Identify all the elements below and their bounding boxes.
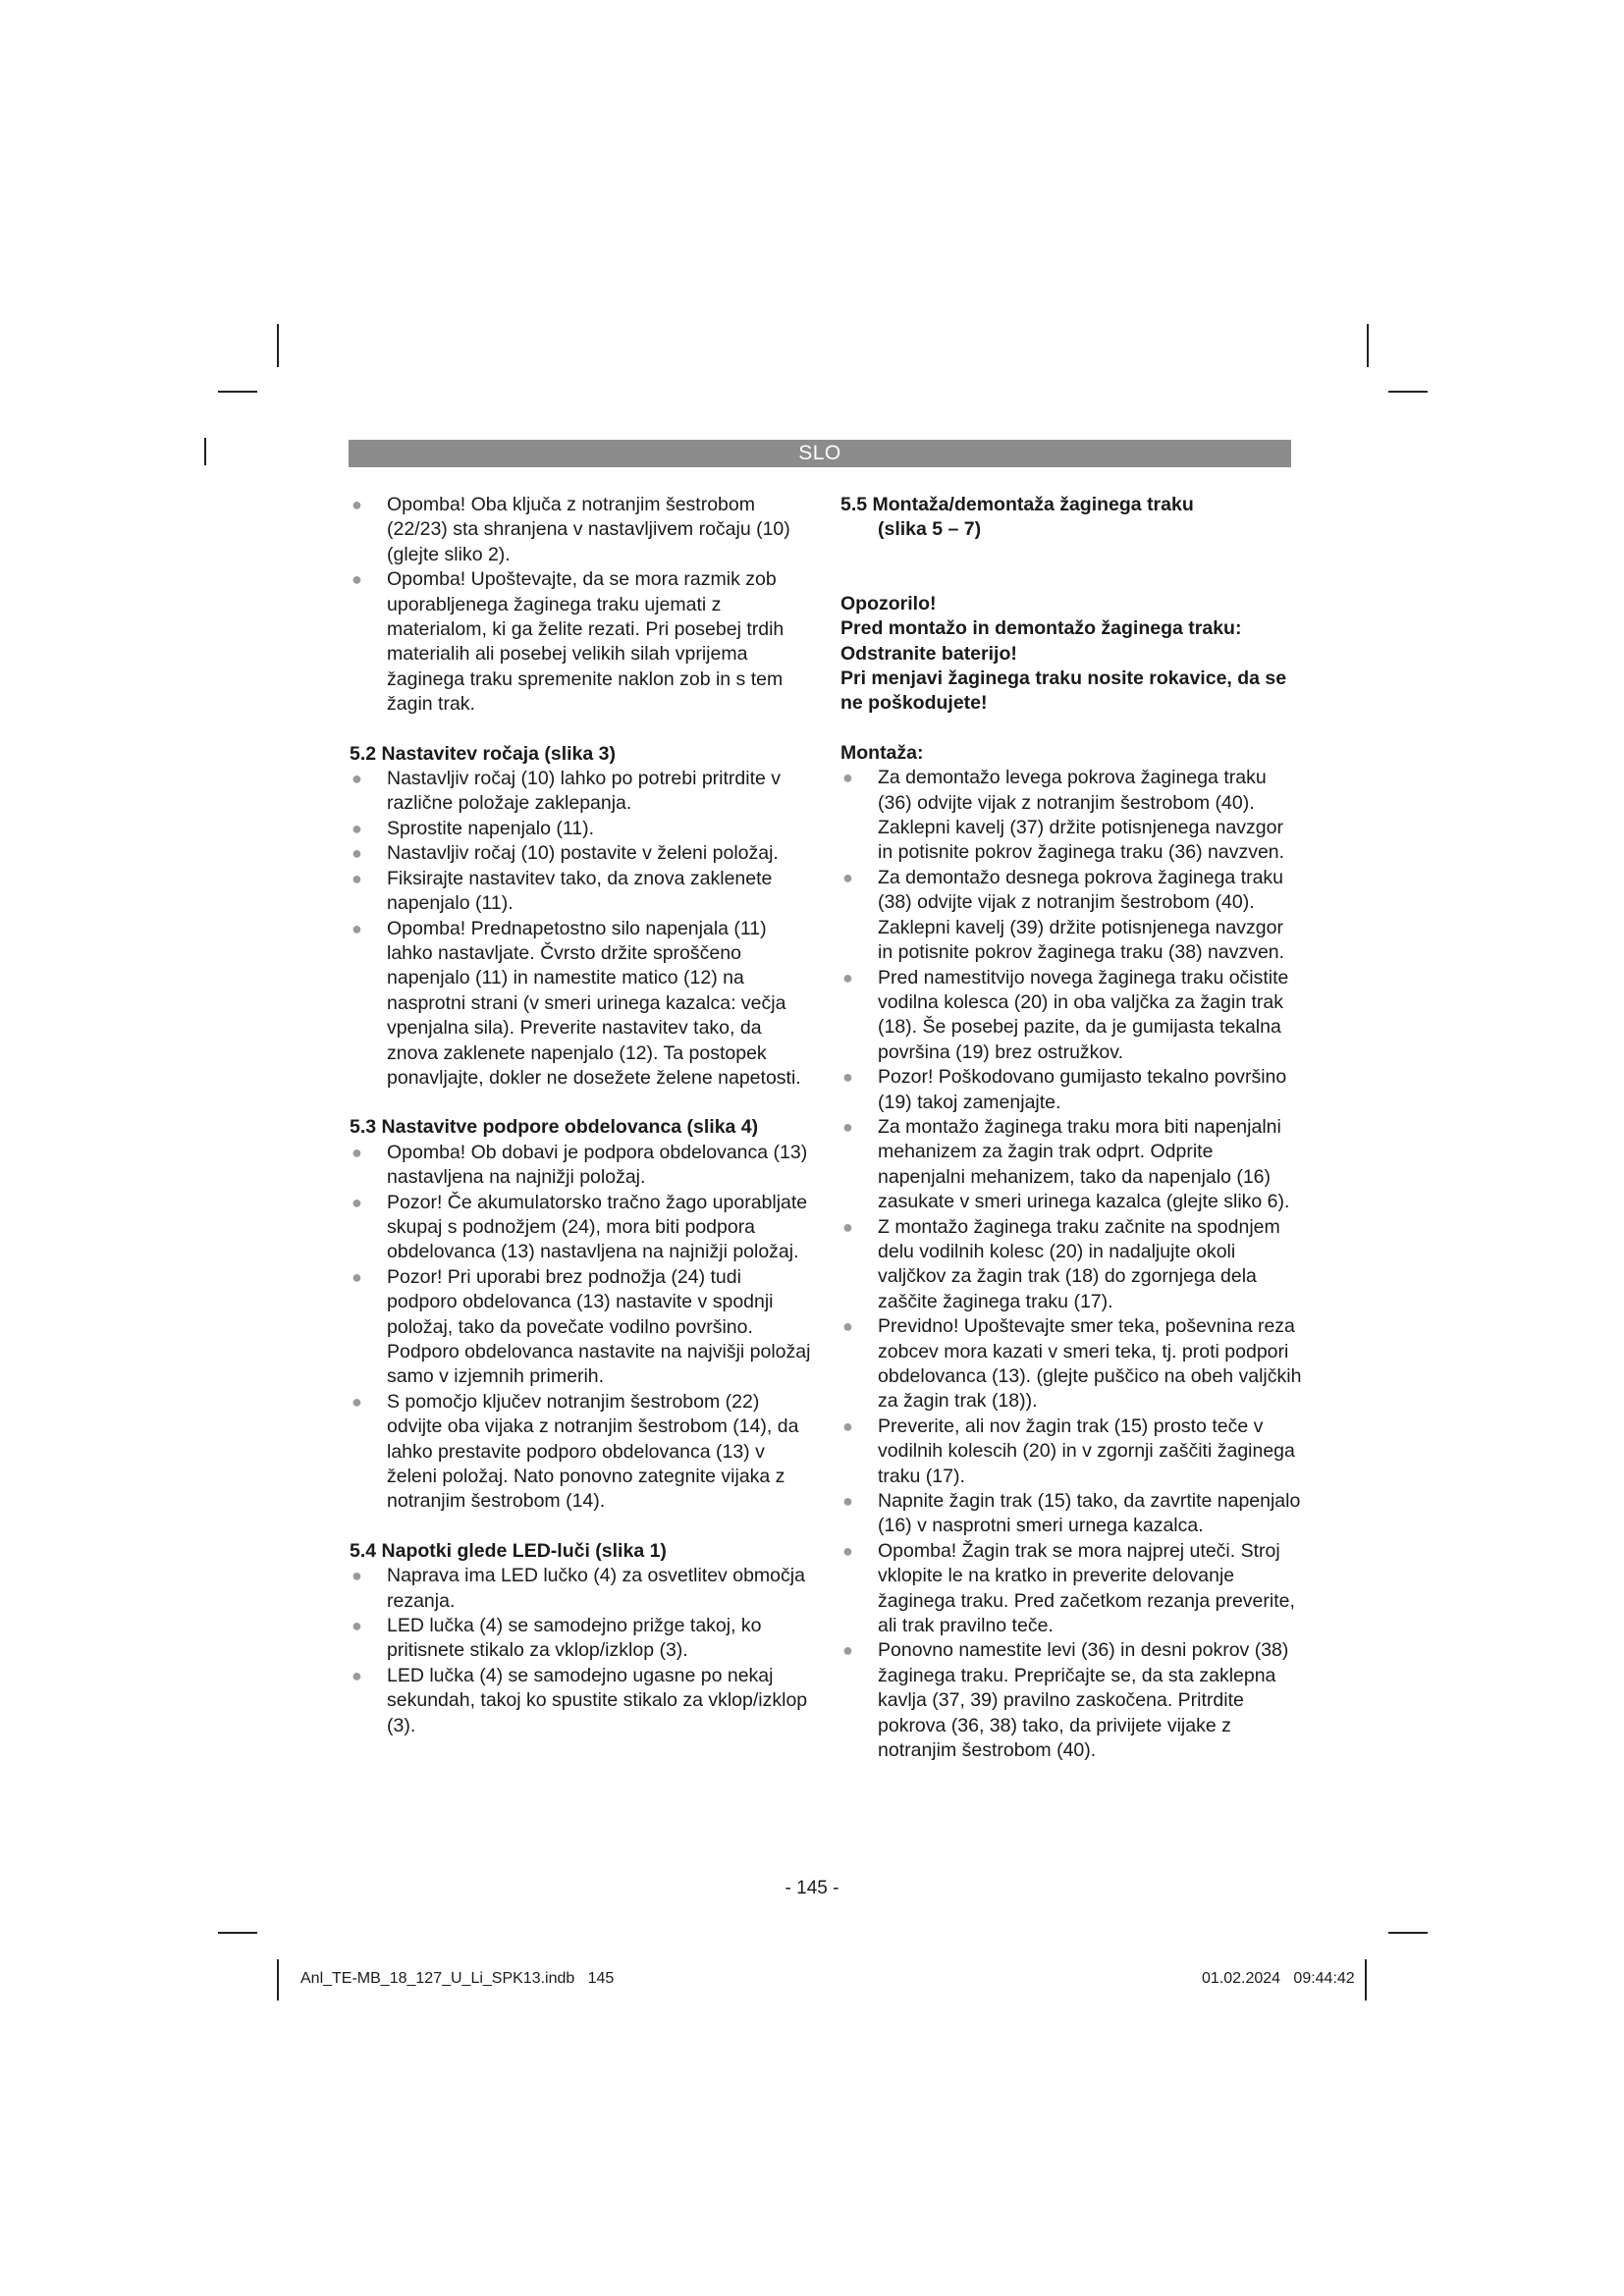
footer-date-time: 01.02.2024 09:44:42 — [1202, 1970, 1355, 1987]
warning-line: Pri menjavi žaginega traku nosite rokavice, da se ne poškodujete! — [840, 667, 1287, 715]
list-item: ● S pomočjo ključev notranjim šestrobom (22) odvijte oba vijaka z notranjim šestrobom (14), da lahko prestavite podporo obdelovanca (13) v želeni položaj. Nato ponovno zategnite vijaka z notranjim šestrobom (14). — [352, 1390, 799, 1513]
bullet-icon: ● — [352, 918, 362, 938]
bullet-icon: ● — [352, 1142, 362, 1162]
assembly-list — [840, 766, 1302, 1763]
crop-mark-bottom-right-vertical — [1365, 1959, 1367, 2001]
section-5-2-list — [350, 767, 811, 1091]
list-item: ● Opomba! Ob dobavi je podpora obdelovanca (13) nastavljena na najnižji položaj. — [352, 1141, 808, 1189]
list-item: ● Opomba! Prednapetostno silo napenjala (11) lahko nastavljate. Čvrsto držite sproščeno napenjalo (11) in namestite matico (12) na nasprotni strani (v smeri urinega kazalca: večja vpenjalna sila). Preverite nastavitev tako, da znova zaklenete napenjalo (12). Ta postopek ponavljajte, dokler ne dosežete želene napetosti. — [352, 917, 801, 1089]
list-item: ● Nastavljiv ročaj (10) postavite v želeni položaj. — [350, 841, 811, 866]
intro-list — [350, 493, 811, 718]
list-item: ● Opomba! Oba ključa z notranjim šestrobom (22/23) sta shranjena v nastavljivem ročaju (10) (glejte sliko 2). — [352, 494, 790, 565]
list-item: ● Pozor! Poškodovano gumijasto tekalno površino (19) takoj zamenjajte. — [842, 1066, 1287, 1113]
bullet-icon: ● — [352, 1665, 362, 1685]
bullet-icon: ● — [842, 1640, 853, 1661]
list-item: ● Pozor! Če akumulatorsko tračno žago uporabljate skupaj s podnožjem (24), mora biti podpora obdelovanca (13) nastavljena na najnižji položaj. — [352, 1191, 808, 1263]
crop-mark-top-left-vertical — [277, 324, 279, 367]
bullet-icon: ● — [842, 1316, 853, 1337]
crop-mark-bottom-right-horizontal — [1388, 1932, 1428, 1934]
list-item: ● LED lučka (4) se samodejno prižge takoj, ko pritisnete stikalo za vklop/izklop (3). — [352, 1615, 762, 1662]
list-item: ● Opomba! Žagin trak se mora najprej uteči. Stroj vklopite le na kratko in preverite delovanje žaginega traku. Pred začetkom rezanja preverite, ali trak pravilno teče. — [842, 1539, 1295, 1637]
bullet-icon: ● — [842, 1540, 853, 1561]
section-5-3-list — [350, 1141, 811, 1515]
list-item: ● Fiksirajte nastavitev tako, da znova zaklenete napenjalo (11). — [352, 867, 773, 915]
bullet-icon: ● — [352, 569, 362, 590]
bullet-icon: ● — [352, 1391, 362, 1412]
list-item: ● Napnite žagin trak (15) tako, da zavrtite napenjalo (16) v nasprotni smeri urnega kazalca. — [842, 1490, 1301, 1537]
list-item: ● Naprava ima LED lučko (4) za osvetlitev območja rezanja. — [352, 1565, 805, 1612]
list-item: ● Opomba! Upoštevajte, da se mora razmik zob uporabljenega žaginega traku ujemati z materialom, ki ga želite rezati. Pri posebej trdih materialih ali posebej velikih silah vprijema žaginega traku spremenite naklon zob in s tem žagin trak. — [352, 568, 785, 716]
list-item: ● Previdno! Upoštevajte smer teka, poševnina reza zobcev mora kazati v smeri teka, tj. proti podpori obdelovanca (13). (glejte puščico na obeh valjčkih za žagin trak (18)). — [842, 1315, 1302, 1413]
list-item: ● Za montažo žaginega traku mora biti napenjalni mehanizem za žagin trak odprt. Odprite napenjalni mehanizem, tako da napenjalo (16) zasukate v smeri urinega kazalca (glejte sliko 6). — [842, 1115, 1290, 1213]
bullet-icon: ● — [352, 1266, 362, 1287]
bullet-icon: ● — [352, 495, 362, 514]
bullet-icon: ● — [352, 769, 362, 789]
right-column — [840, 493, 1302, 1764]
footer-file-info: Anl_TE-MB_18_127_U_Li_SPK13.indb 145 — [300, 1970, 615, 1987]
bullet-icon: ● — [842, 967, 853, 988]
crop-mark-bottom-left-vertical — [277, 1959, 279, 2001]
list-item: ● Nastavljiv ročaj (10) lahko po potrebi pritrdite v različne položaje zaklepanja. — [352, 768, 782, 815]
warning-line: Pred montažo in demontažo žaginega traku: — [840, 617, 1242, 640]
warning-heading: Opozorilo! — [840, 592, 937, 614]
language-header-bar — [349, 440, 1291, 467]
list-item: ● Sprostite napenjalo (11). — [350, 817, 811, 841]
section-5-5-title: 5.5 Montaža/demontaža žaginega traku — [840, 494, 1194, 515]
bullet-icon: ● — [352, 818, 362, 838]
bullet-icon: ● — [352, 1192, 362, 1212]
crop-mark-top-left-short — [204, 438, 206, 465]
bullet-icon: ● — [842, 1116, 853, 1137]
bullet-icon: ● — [842, 1216, 853, 1237]
section-5-4-list — [350, 1564, 811, 1738]
bullet-icon: ● — [352, 1566, 362, 1586]
list-item: ● Pozor! Pri uporabi brez podnožja (24) tudi podporo obdelovanca (13) nastavite v spodnji položaj, tako da povečate vodilno površino. Podporo obdelovanca nastavite na najvišji položaj samo v izjemnih primerih. — [352, 1265, 811, 1388]
list-item: ● Preverite, ali nov žagin trak (15) prosto teče v vodilnih kolescih (20) in v zgornji zaščiti žaginega traku (17). — [842, 1415, 1295, 1487]
section-5-3-title: 5.3 Nastavitve podpore obdelovanca (slika 4) — [350, 1116, 759, 1139]
list-item: ● Za demontažo levega pokrova žaginega traku (36) odvijte vijak z notranjim šestrobom (40). Zaklepni kavelj (37) držite potisnjenega navzgor in potisnite pokrov žaginega traku (36) navzven. — [842, 767, 1285, 864]
list-item: ● Pred namestitvijo novega žaginega traku očistite vodilna kolesca (20) in oba valjčka za žagin trak (18). Še posebej pazite, da je gumijasta tekalna površina (19) brez ostružkov. — [842, 966, 1289, 1063]
page-number: - 145 - — [785, 1878, 839, 1898]
section-5-2-title: 5.2 Nastavitev ročaja (slika 3) — [350, 742, 616, 765]
crop-mark-top-left-horizontal — [218, 391, 257, 393]
crop-mark-top-right-horizontal — [1388, 391, 1428, 393]
crop-mark-top-right-vertical — [1367, 324, 1369, 367]
bullet-icon: ● — [842, 1415, 853, 1436]
bullet-icon: ● — [842, 1067, 853, 1088]
assembly-heading: Montaža: — [840, 741, 924, 764]
language-label: SLO — [798, 442, 841, 464]
bullet-icon: ● — [842, 768, 853, 788]
bullet-icon: ● — [352, 843, 362, 864]
list-item: ● LED lučka (4) se samodejno ugasne po nekaj sekundah, takoj ko spustite stikalo za vklop/izklop (3). — [352, 1664, 808, 1736]
section-5-4-title: 5.4 Napotki glede LED-luči (slika 1) — [350, 1539, 667, 1562]
list-item: ● Z montažo žaginega traku začnite na spodnjem delu vodilnih kolesc (20) in nadaljujte okoli valjčkov za žagin trak (18) do zgornjega dela zaščite žaginega traku (17). — [842, 1215, 1280, 1312]
crop-mark-bottom-left-horizontal — [218, 1932, 257, 1934]
bullet-icon: ● — [352, 868, 362, 888]
bullet-icon: ● — [352, 1616, 362, 1636]
bullet-icon: ● — [842, 1491, 853, 1512]
list-item: ● Ponovno namestite levi (36) in desni pokrov (38) žaginega traku. Prepričajte se, da sta zaklepna kavlja (37, 39) pravilno zaskočena. Pritrdite pokrova (36, 38) tako, da privijete vijake z notranjim šestrobom (40). — [842, 1639, 1289, 1762]
list-item: ● Za demontažo desnega pokrova žaginega traku (38) odvijte vijak z notranjim šestrobom (40). Zaklepni kavelj (39) držite potisnjenega navzgor in potisnite pokrov žaginega traku (38) navzven. — [842, 866, 1285, 964]
warning-line: Odstranite baterijo! — [840, 642, 1017, 665]
bullet-icon: ● — [842, 867, 853, 887]
section-5-5-subtitle: (slika 5 – 7) — [878, 518, 982, 541]
left-column — [350, 493, 811, 1738]
